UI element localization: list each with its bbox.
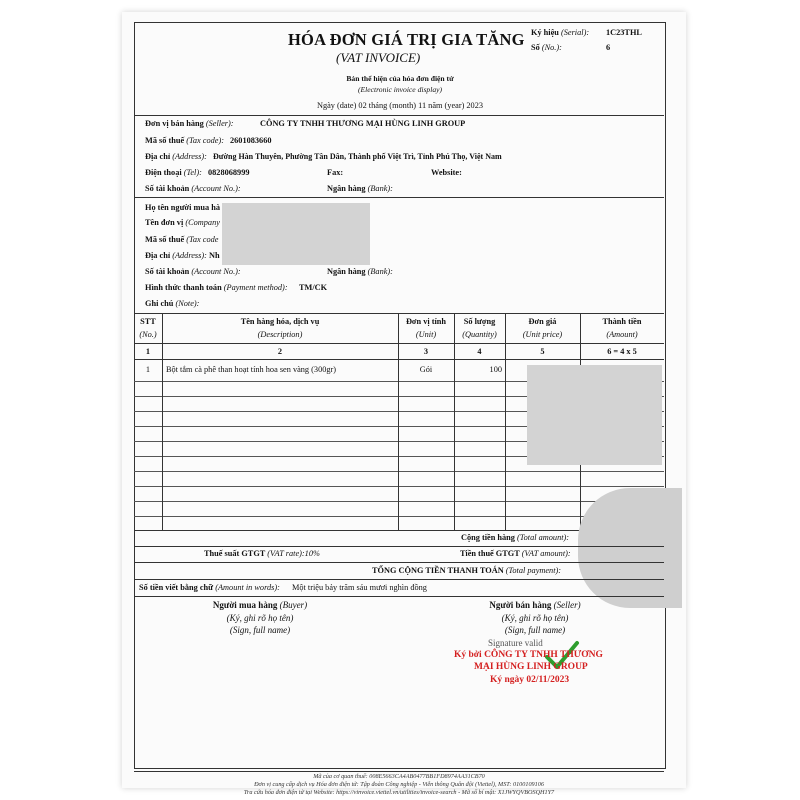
- vat-amount-label: Tiền thuế GTGT (VAT amount):: [460, 549, 571, 558]
- row-unit: Gói: [419, 365, 433, 374]
- buyer-company-label: Tên đơn vị (Company: [145, 218, 220, 227]
- serial-value: 1C23THL: [606, 28, 642, 37]
- invoice-date: Ngày (date) 02 tháng (month) 11 năm (year) 2023: [316, 101, 484, 110]
- number-value: 6: [606, 43, 611, 52]
- seller-website-label: Website:: [431, 168, 462, 177]
- signature-valid-text: Signature valid: [488, 638, 543, 648]
- seller-phone-label: Điện thoại (Tel):: [145, 168, 202, 177]
- signed-by-line2: MẠI HÙNG LINH GROUP: [474, 662, 588, 672]
- serial-label: Ký hiệu (Serial):: [531, 28, 590, 37]
- col-amount-header: Thành tiền: [602, 317, 642, 326]
- invoice-subtitle: (VAT INVOICE): [336, 50, 421, 65]
- row-desc: Bột tắm cà phê than hoạt tính hoa sen vàng (300gr): [166, 365, 337, 374]
- amount-redaction: [527, 365, 662, 465]
- index-col-2: 2: [277, 347, 283, 356]
- seller-sign-note-en: (Sign, full name): [504, 625, 566, 635]
- col-desc-header: Tên hàng hóa, dịch vụ: [240, 317, 320, 326]
- col-qty-header-en: (Quantity): [462, 330, 497, 339]
- col-unit-header: Đơn vị tính: [405, 317, 447, 326]
- seller-name-label: Đơn vị bán hàng (Seller):: [145, 119, 234, 128]
- col-amount-header-en: (Amount): [606, 330, 638, 339]
- seller-tax-label: Mã số thuế (Tax code):: [145, 136, 224, 145]
- seller-name: CÔNG TY TNHH THƯƠNG MẠI HÙNG LINH GROUP: [260, 119, 466, 128]
- col-desc-header-en: (Description): [257, 330, 303, 339]
- display-note-en: (Electronic invoice display): [357, 85, 443, 94]
- signed-by-line1: Ký bởi CÔNG TY TNHH THƯƠNG: [454, 650, 603, 660]
- subtotal-label: Cộng tiền hàng (Total amount):: [461, 533, 570, 542]
- footer-tax-code: Mã của cơ quan thuế: 008E5663CA4AB0477BB1FD8974AA31CB70: [313, 773, 485, 780]
- signed-date: Ký ngày 02/11/2023: [490, 675, 570, 685]
- seller-addr-label: Địa chỉ (Address):: [145, 152, 207, 161]
- invoice-title: HÓA ĐƠN GIÁ TRỊ GIA TĂNG: [288, 30, 525, 49]
- note-label: Ghi chú (Note):: [145, 299, 200, 308]
- number-label: Số (No.):: [531, 43, 562, 52]
- col-no-header-en: (No.): [139, 330, 157, 339]
- seller-addr: Đường Hàn Thuyên, Phường Tân Dân, Thành phố Việt Trì, Tỉnh Phú Thọ, Việt Nam: [213, 152, 502, 161]
- col-price-header: Đơn giá: [528, 317, 557, 326]
- seller-sign-title: Người bán hàng (Seller): [489, 600, 581, 610]
- payment-label: Hình thức thanh toán (Payment method):: [145, 283, 288, 292]
- row-no: 1: [145, 365, 151, 374]
- vat-rate-label: Thuế suất GTGT (VAT rate):10%: [204, 549, 320, 558]
- display-note: Bản thể hiện của hóa đơn điện tử: [346, 74, 454, 83]
- row-qty: 100: [489, 365, 502, 374]
- index-col-1: 1: [145, 347, 151, 356]
- payment-value: TM/CK: [299, 283, 328, 292]
- index-col-5: 5: [540, 347, 545, 356]
- buyer-addr-label: Địa chỉ (Address): Nh: [145, 251, 220, 260]
- buyer-tax-label: Mã số thuế (Tax code: [145, 235, 219, 244]
- index-col-4: 4: [477, 347, 482, 356]
- buyer-redaction: [222, 203, 370, 265]
- seller-tax: 2601083660: [230, 136, 272, 145]
- index-col-3: 3: [423, 347, 429, 356]
- footer-lookup: Tra cứu hóa đơn điện tử tại Website: https://vinvoice.viettel.vn/utilities/invoice-search - Mã số bí mật: X1JWYQVBOSQH1Y7: [243, 789, 555, 796]
- seller-account-label: Số tài khoản (Account No.):: [145, 184, 241, 193]
- seller-phone: 0828068999: [208, 168, 250, 177]
- col-qty-header: Số lượng: [463, 317, 496, 326]
- buyer-name-label: Họ tên người mua hà: [145, 203, 221, 212]
- buyer-sign-title: Người mua hàng (Buyer): [212, 600, 308, 610]
- seller-sign-note: (Ký, ghi rõ họ tên): [501, 613, 569, 623]
- grand-total-label: TỔNG CỘNG TIỀN THANH TOÁN (Total payment):: [372, 566, 562, 575]
- seller-bank-label: Ngân hàng (Bank):: [327, 184, 393, 193]
- amount-words: Một triệu bảy trăm sáu mươi nghìn đồng: [292, 583, 427, 592]
- buyer-sign-note: (Ký, ghi rõ họ tên): [226, 613, 294, 623]
- buyer-sign-note-en: (Sign, full name): [229, 625, 291, 635]
- amount-words-label: Số tiền viết bằng chữ (Amount in words):: [139, 583, 280, 592]
- col-price-header-en: (Unit price): [522, 330, 563, 339]
- col-unit-header-en: (Unit): [415, 330, 437, 339]
- footer-provider: Đơn vị cung cấp dịch vụ Hóa đơn điện tử: Tập đoàn Công nghiệp - Viễn thông Quân đội (Viettel), MST: 0100109106: [254, 781, 544, 788]
- buyer-bank-label: Ngân hàng (Bank):: [327, 267, 393, 276]
- totals-redaction: [578, 488, 682, 608]
- index-col-6: 6 = 4 x 5: [607, 347, 637, 356]
- col-no-header: STT: [140, 317, 156, 326]
- seller-fax-label: Fax:: [327, 168, 344, 177]
- buyer-account-label: Số tài khoản (Account No.):: [145, 267, 241, 276]
